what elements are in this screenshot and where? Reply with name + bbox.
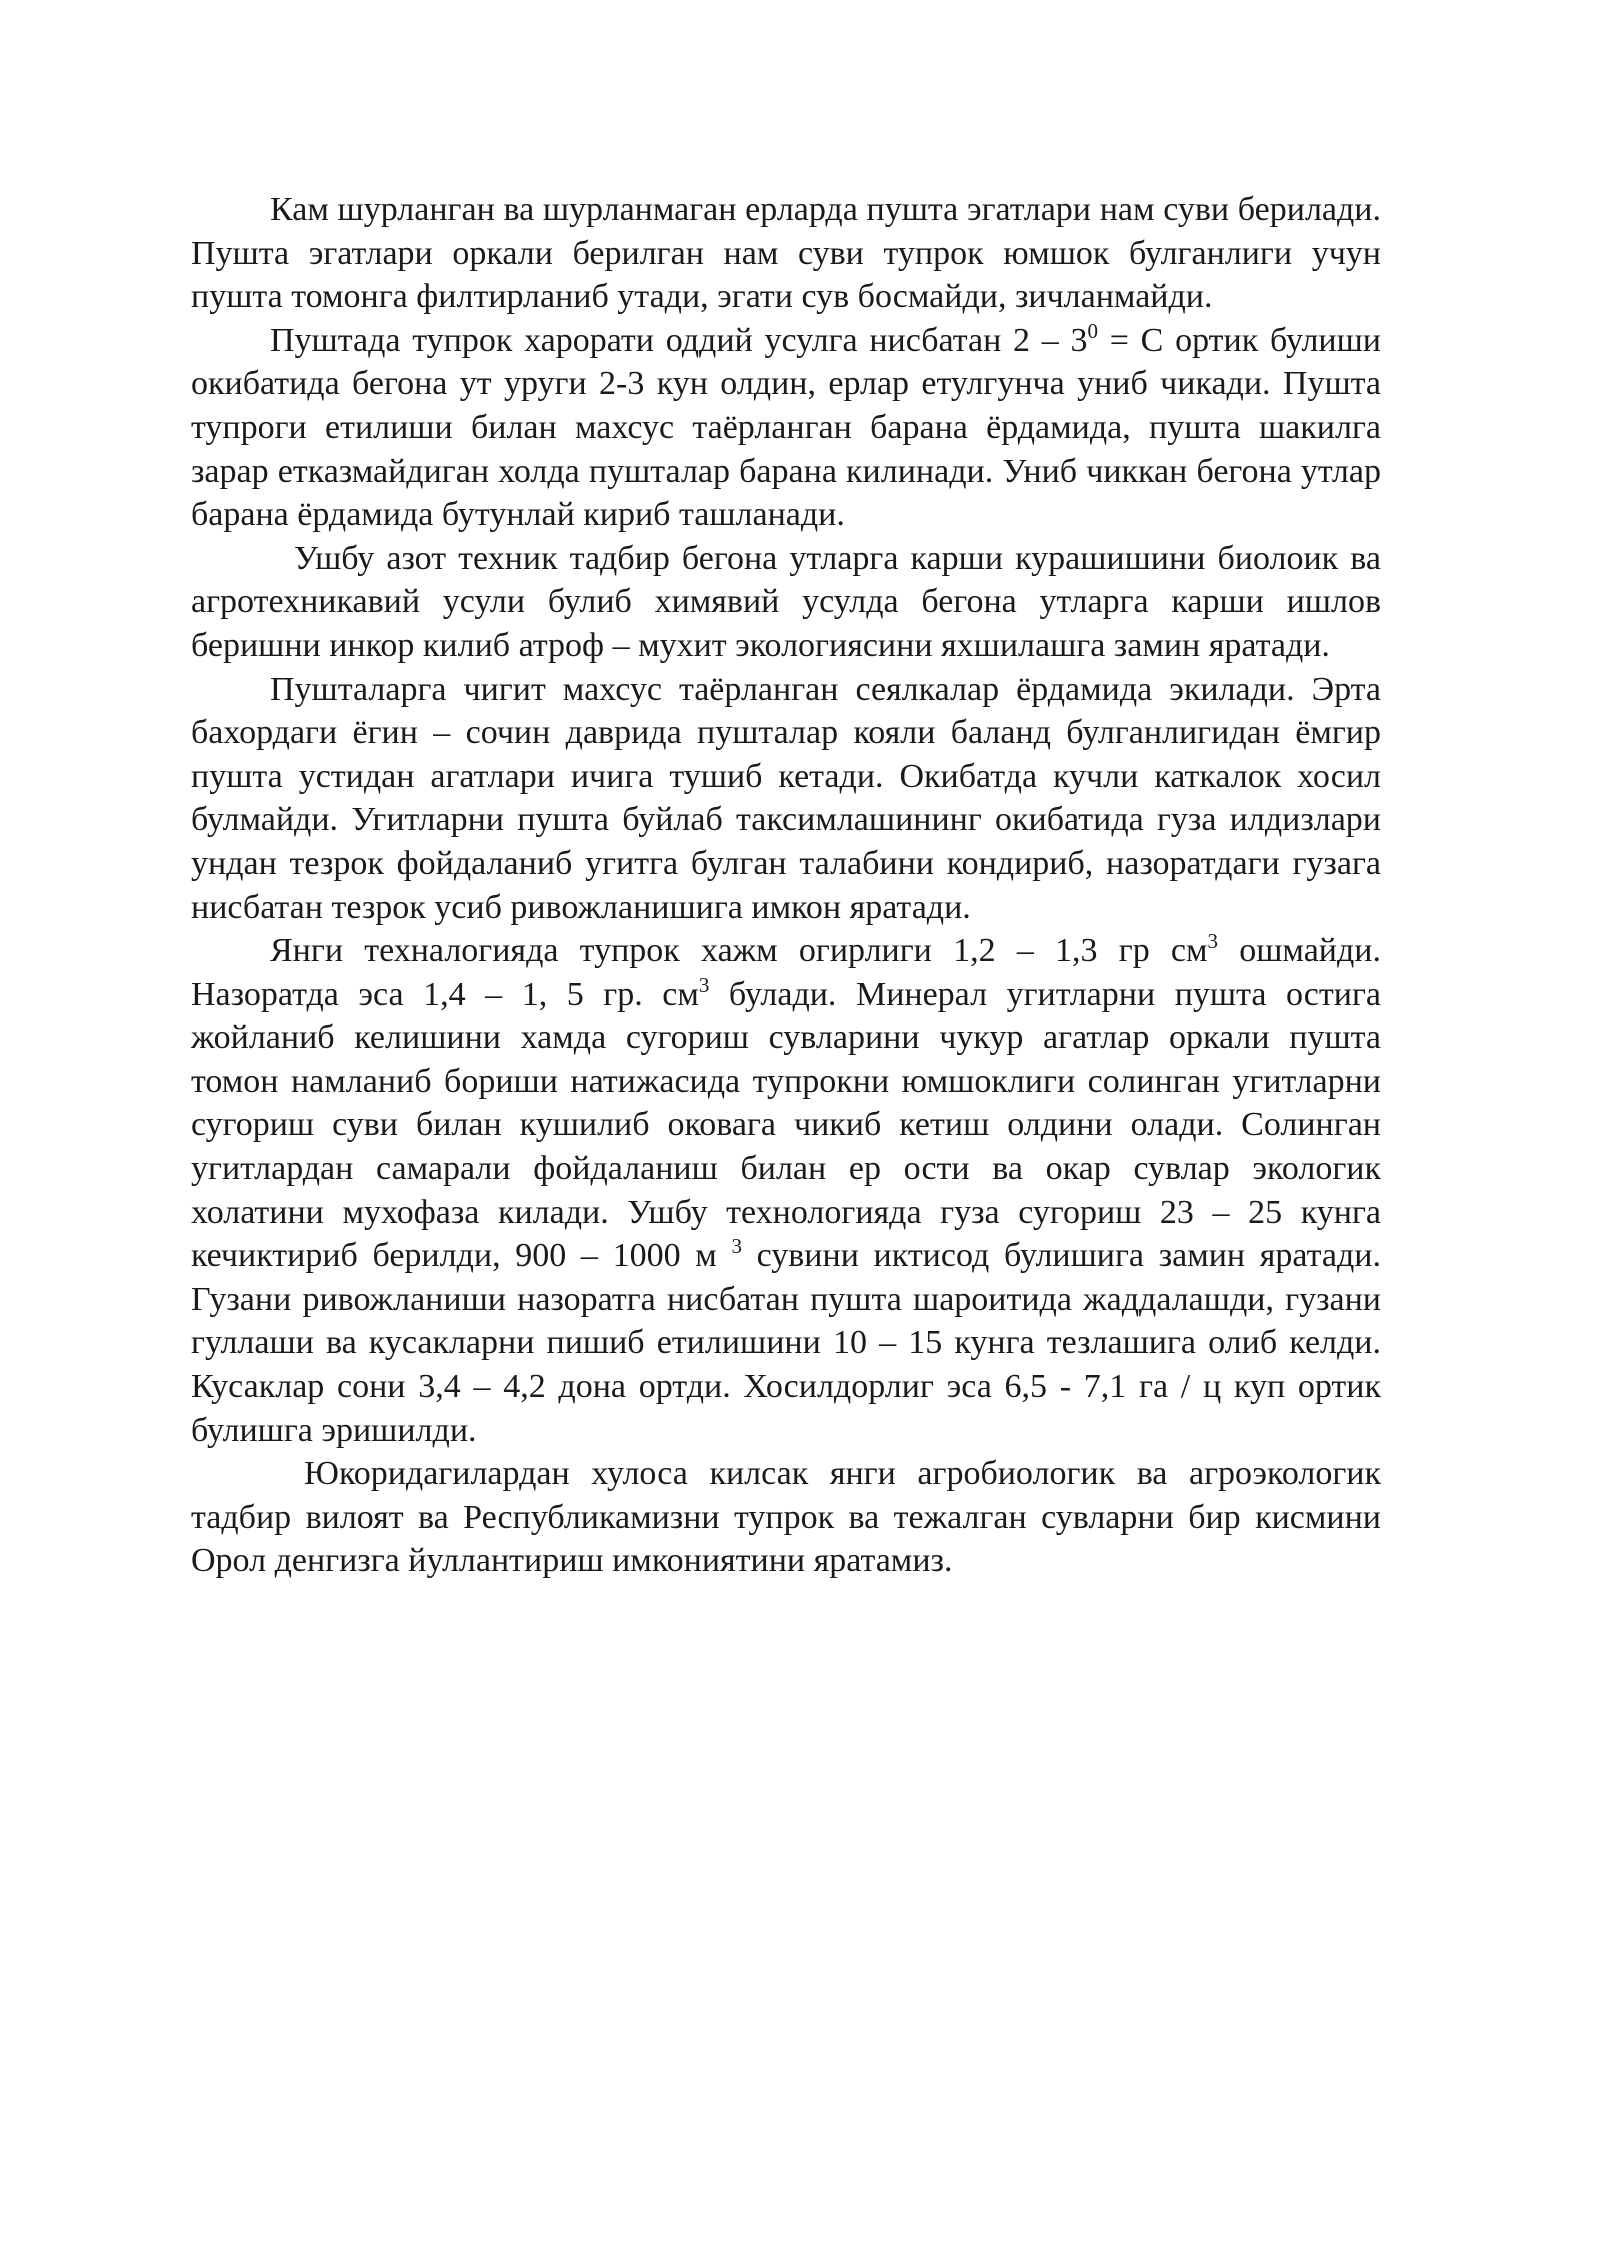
superscript-cube: 3: [731, 1234, 742, 1259]
paragraph-text: Юкоридагилардан хулоса килсак янги агробиологик ва агроэкологик тадбир вилоят ва Республикамизни тупрок ва тежалган сувларни бир кисмини Орол денгизга йуллантириш имкониятини яратамиз.: [191, 1455, 1381, 1580]
paragraph-text: Янги техналогияда тупрок хажм огирлиги 1,2 – 1,3 гр см: [270, 932, 1208, 970]
paragraph-conclusion: [191, 1452, 1381, 1583]
paragraph-text: булади. Минерал угитларни пушта остига жойланиб келишини хамда сугориш сувларини чукур агатлар оркали пушта томон намланиб бориши натижасида тупрокни юмшоклиги солинган угитларни сугориш суви билан кушилиб оковага чикиб кетиш олдини олади. Солинган угитлардан самарали фойдаланиш билан ер ости ва окар сувлар экологик холатини мухофаза килади. Ушбу технологияда гуза сугориш 23 – 25 кунга кечиктириб берилди, 900 – 1000 м: [191, 975, 1381, 1275]
paragraph-irrigation: [191, 188, 1381, 319]
paragraph-weed-control: [191, 537, 1381, 668]
paragraph-sowing: [191, 668, 1381, 930]
paragraph-text: Пушталарга чигит махсус таёрланган сеялкалар ёрдамида экилади. Эрта бахордаги ёгин – сочин даврида пушталар кояли баланд булганлигидан ёмгир пушта устидан агатлари ичига тушиб кетади. Окибатда кучли каткалок хосил булмайди. Угитларни пушта буйлаб таксимлашининг окибатида гуза илдизлари ундан тезрок фойдаланиб угитга булган талабини кондириб, назоратдаги гузага нисбатан тезрок усиб ривожланишига имкон яратади.: [191, 670, 1381, 926]
superscript-degree: 0: [1087, 318, 1099, 343]
superscript-cube: 3: [698, 972, 710, 997]
paragraph-text: Пуштада тупрок харорати оддий усулга нисбатан 2 – 3: [270, 321, 1088, 359]
paragraph-text: ошмайди. Назоратда эса 1,4 – 1, 5 гр. см: [191, 932, 1381, 1013]
document-page: [191, 188, 1381, 1583]
paragraph-text: = С ортик булиши окибатида бегона ут уруги 2-3 кун олдин, ерлар етулгунча униб чикади. Пушта тупроги етилиши билан махсус таёрланган барана ёрдамида, пушта шакилга зарар етказмайдиган холда пушталар барана килинади. Униб чиккан бегона утлар барана ёрдамида бутунлай кириб ташланади.: [191, 321, 1381, 534]
paragraph-text: Ушбу азот техник тадбир бегона утларга карши курашишини биолоик ва агротехникавий усули булиб химявий усулда бегона утларга карши ишлов беришни инкор килиб атроф – мухит экологиясини яхшилашга замин яратади.: [191, 539, 1381, 664]
paragraph-soil-temperature: [191, 319, 1381, 537]
paragraph-text: Кам шурланган ва шурланмаган ерларда пушта эгатлари нам суви берилади. Пушта эгатлари оркали берилган нам суви тупрок юмшок булганлиги учун пушта томонга филтирланиб утади, эгати сув босмайди, зичланмайди.: [191, 191, 1381, 316]
paragraph-text: сувини иктисод булишига замин яратади. Гузани ривожланиши назоратга нисбатан пушта шароитида жаддалашди, гузани гуллаши ва кусакларни пишиб етилишини 10 – 15 кунга тезлашига олиб келди. Кусаклар сони 3,4 – 4,2 дона ортди. Хосилдорлиг эса 6,5 - 7,1 га / ц куп ортик булишга эришилди.: [191, 1237, 1381, 1449]
superscript-cube: 3: [1207, 929, 1219, 954]
paragraph-new-technology: [191, 929, 1381, 1452]
